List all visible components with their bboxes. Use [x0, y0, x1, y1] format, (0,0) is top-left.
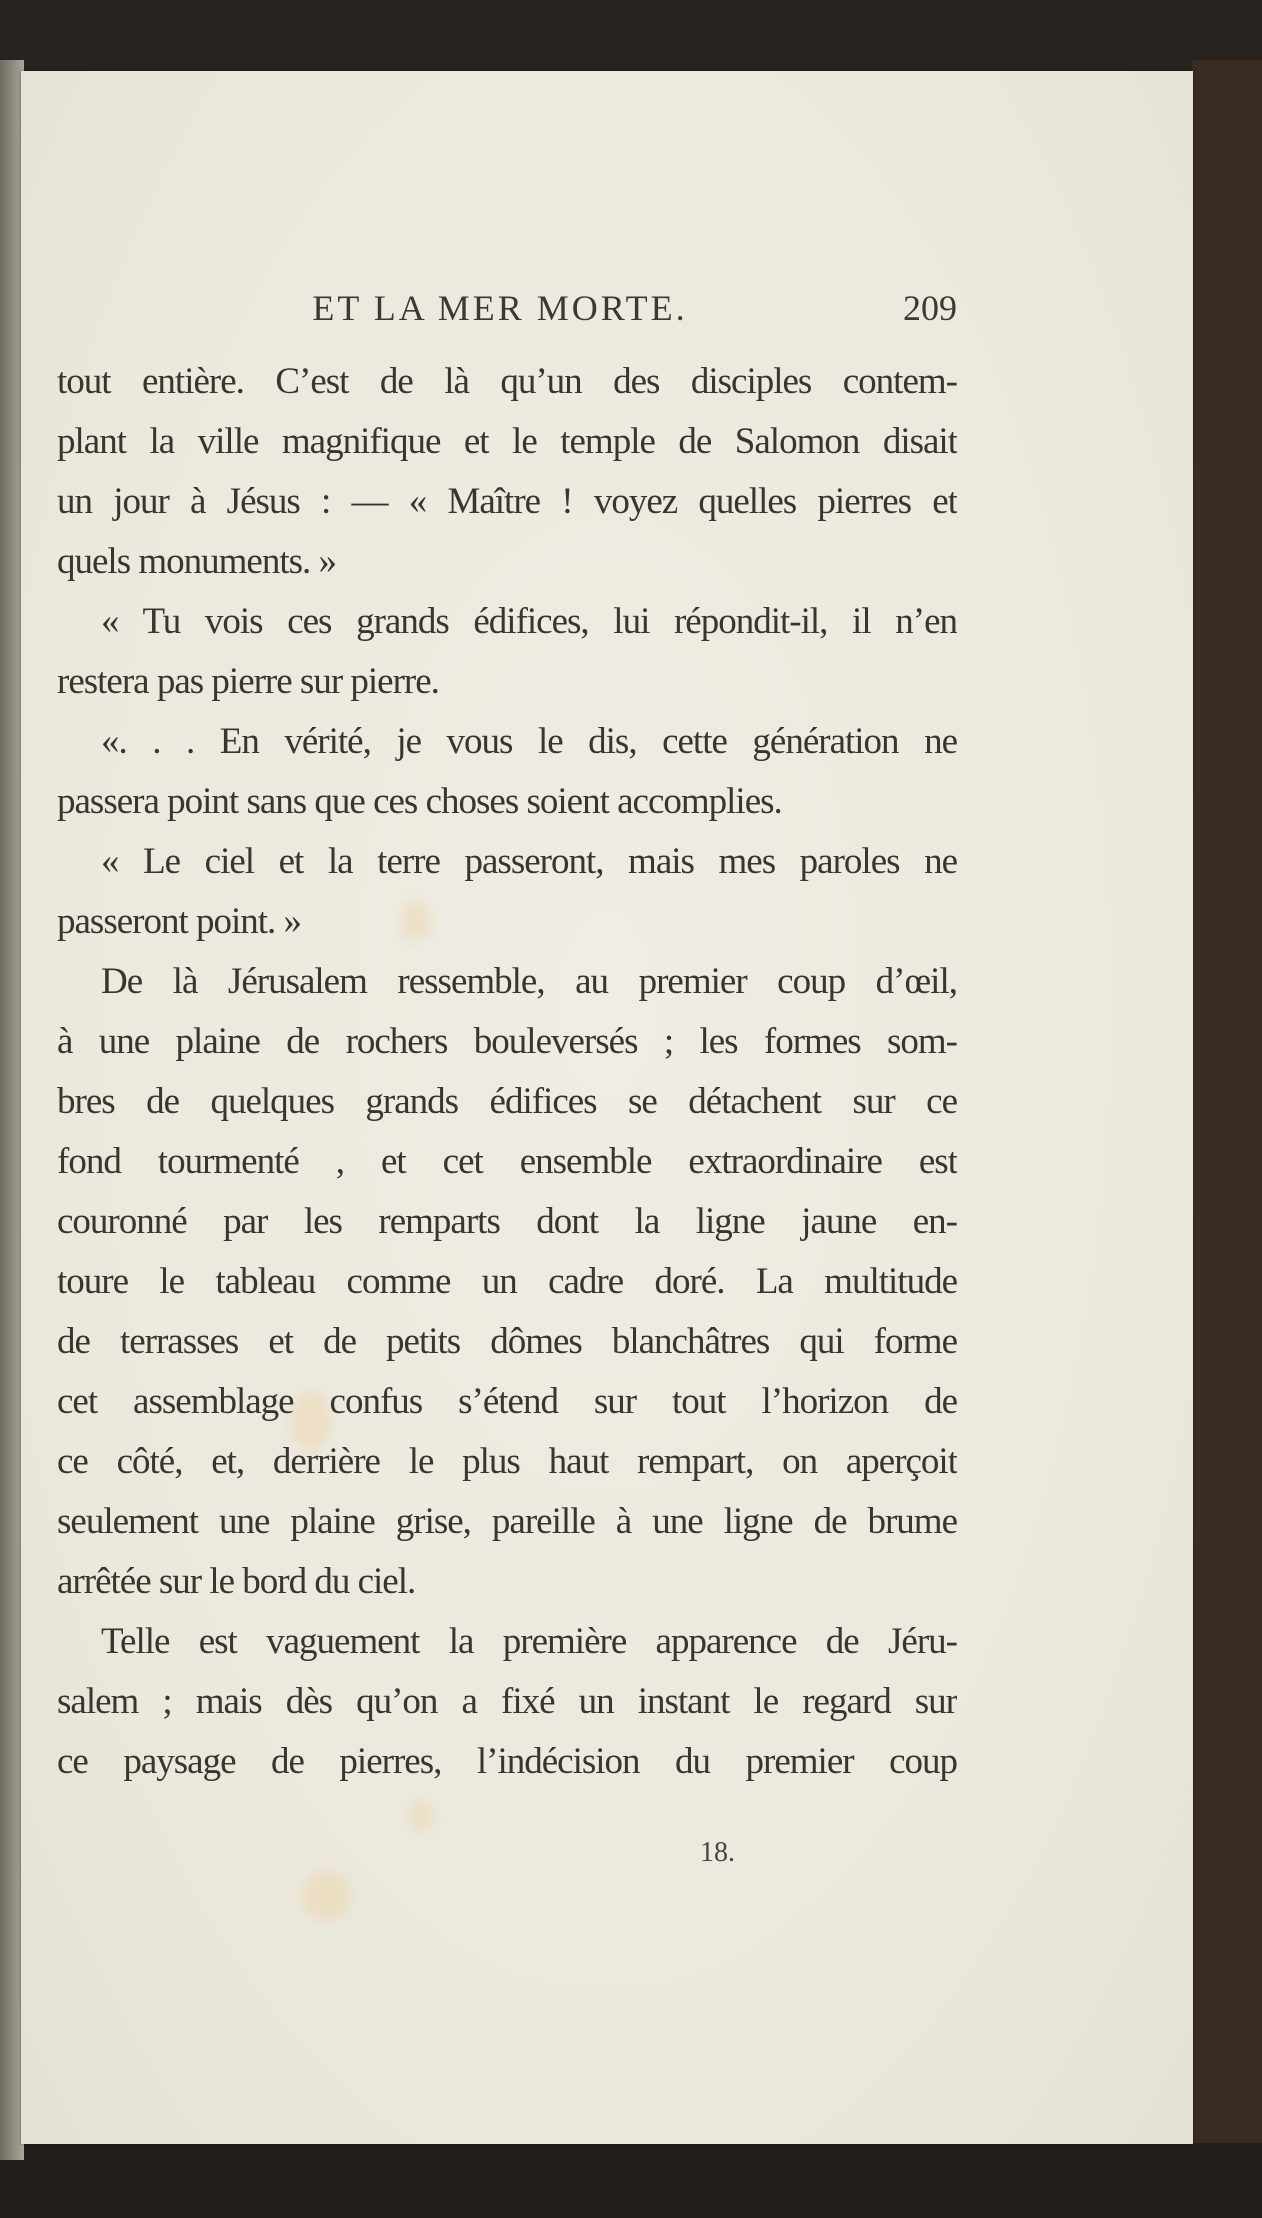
paper-stain [301, 1871, 351, 1921]
text-line: à une plaine de rochers bouleversés ; les formes som- [57, 1021, 957, 1062]
scanner-background-bottom [0, 2143, 1262, 2218]
text-line: passeront point. » [57, 901, 302, 942]
text-line: couronné par les remparts dont la ligne jaune en- [57, 1201, 957, 1242]
page-number: 209 [903, 288, 957, 328]
text-line: toure le tableau comme un cadre doré. La multitude [57, 1261, 957, 1302]
text-line: « Tu vois ces grands édifices, lui répondit-il, il n’en [101, 601, 957, 642]
text-line: arrêtée sur le bord du ciel. [57, 1561, 416, 1602]
text-line: restera pas pierre sur pierre. [57, 661, 439, 702]
scanner-background-right [1192, 60, 1262, 2160]
text-line: passera point sans que ces choses soient accomplies. [57, 781, 782, 822]
text-line: De là Jérusalem ressemble, au premier coup d’œil, [101, 961, 957, 1002]
signature-mark: 18. [700, 1837, 735, 1868]
text-line: « Le ciel et la terre passeront, mais mes paroles ne [101, 841, 957, 882]
text-line: ce paysage de pierres, l’indécision du premier coup [57, 1741, 957, 1782]
scanner-background-top [0, 0, 1262, 72]
text-line: «. . . En vérité, je vous le dis, cette génération ne [101, 721, 957, 762]
paper-stain [411, 1801, 433, 1831]
text-line: quels monuments. » [57, 541, 337, 582]
text-line: fond tourmenté , et cet ensemble extraordinaire est [57, 1141, 957, 1182]
text-line: cet assemblage confus s’étend sur tout l’horizon de [57, 1381, 957, 1422]
running-title: ET LA MER MORTE. [312, 288, 688, 328]
text-line: ce côté, et, derrière le plus haut rempart, on aperçoit [57, 1441, 957, 1482]
body-text [57, 352, 957, 1792]
text-line: de terrasses et de petits dômes blanchâtres qui forme [57, 1321, 957, 1362]
text-line: plant la ville magnifique et le temple de Salomon disait [57, 421, 957, 462]
text-line: Telle est vaguement la première apparence de Jéru- [101, 1621, 957, 1662]
text-line: seulement une plaine grise, pareille à une ligne de brume [57, 1501, 957, 1542]
text-line: tout entière. C’est de là qu’un des disciples contem- [57, 361, 957, 402]
text-line: un jour à Jésus : — « Maître ! voyez quelles pierres et [57, 481, 957, 522]
text-line: salem ; mais dès qu’on a fixé un instant le regard sur [57, 1681, 957, 1722]
text-line: bres de quelques grands édifices se détachent sur ce [57, 1081, 957, 1122]
